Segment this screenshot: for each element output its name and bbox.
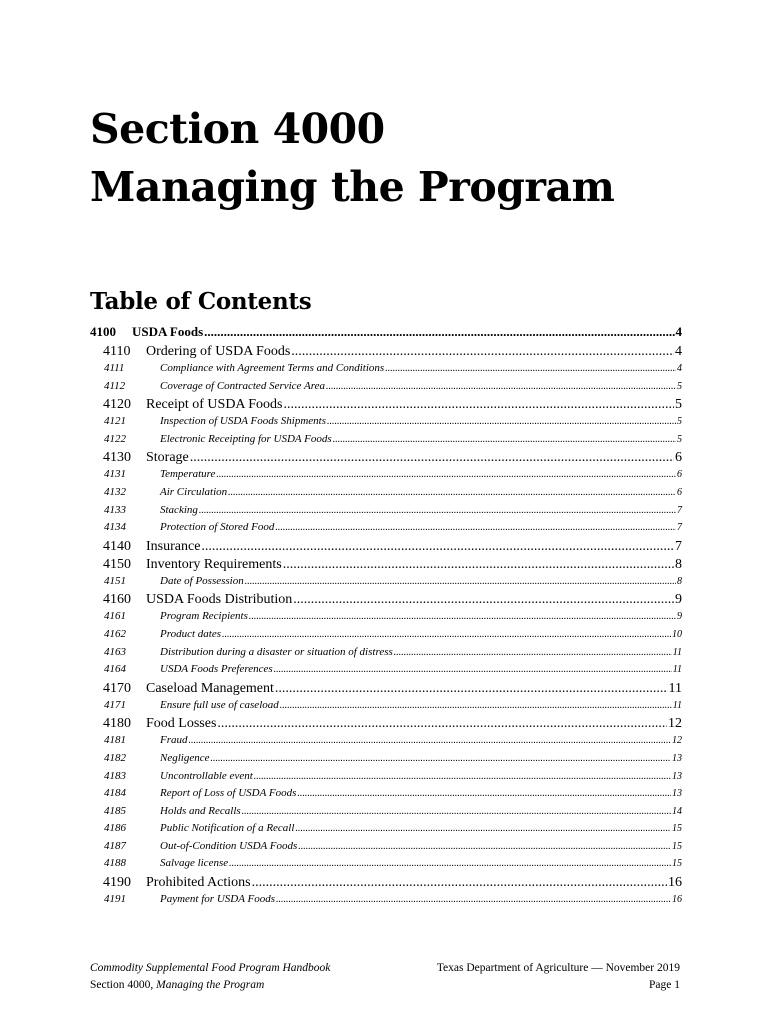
toc-dot-leader xyxy=(216,469,676,480)
toc-entry-label: USDA Foods Distribution xyxy=(146,592,293,608)
toc-dot-leader xyxy=(201,539,674,555)
toc-entry-number: 4151 xyxy=(104,574,126,587)
toc-entry-page: 5 xyxy=(675,397,682,413)
toc-entry-number: 4188 xyxy=(104,857,126,870)
toc-entry-number: 4100 xyxy=(90,324,116,339)
toc-entry-label: USDA Foods xyxy=(132,324,204,339)
toc-entry-number: 4163 xyxy=(104,645,126,658)
toc-entry-page: 5 xyxy=(677,416,682,428)
toc-entry-number: 4112 xyxy=(104,379,126,392)
toc-dot-leader xyxy=(229,858,671,869)
toc-entry-label: Negligence xyxy=(160,751,210,764)
toc-dot-leader xyxy=(222,629,671,640)
toc-entry-4188[interactable] xyxy=(90,857,682,875)
toc-dot-leader xyxy=(275,681,668,697)
toc-entry-number: 4185 xyxy=(104,804,126,817)
toc-entry-4170[interactable] xyxy=(90,681,682,699)
toc-entry-number: 4131 xyxy=(104,468,126,481)
toc-dot-leader xyxy=(298,841,671,852)
toc-entry-number: 4190 xyxy=(103,875,131,891)
toc-entry-page: 7 xyxy=(675,538,682,554)
toc-entry-page: 12 xyxy=(672,735,682,747)
toc-dot-leader xyxy=(210,753,671,764)
toc-entry-4131[interactable] xyxy=(90,468,682,486)
toc-entry-label: Program Recipients xyxy=(160,610,248,623)
toc-entry-4150[interactable] xyxy=(90,557,682,575)
toc-entry-page: 6 xyxy=(677,469,682,481)
toc-dot-leader xyxy=(295,823,671,834)
toc-entry-label: Uncontrollable event xyxy=(160,769,253,782)
toc-entry-label: Electronic Receipting for USDA Foods xyxy=(160,432,332,445)
toc-entry-number: 4182 xyxy=(104,751,126,764)
footer-right xyxy=(437,960,680,994)
toc-entry-label: USDA Foods Preferences xyxy=(160,663,273,676)
toc-entry-number: 4171 xyxy=(104,698,126,711)
toc-entry-label: Payment for USDA Foods xyxy=(160,893,275,906)
toc-entry-4180[interactable] xyxy=(90,716,682,734)
footer-handbook-title: Commodity Supplemental Food Program Handbook xyxy=(90,962,331,974)
toc-entry-4191[interactable] xyxy=(90,893,682,911)
toc-entry-4134[interactable] xyxy=(90,521,682,539)
toc-entry-page: 11 xyxy=(672,664,682,676)
toc-entry-label: Fraud xyxy=(160,734,188,747)
toc-entry-page: 13 xyxy=(672,788,682,800)
document-title xyxy=(90,100,614,216)
toc-entry-page: 9 xyxy=(677,611,682,623)
toc-entry-number: 4133 xyxy=(104,503,126,516)
toc-entry-page: 15 xyxy=(672,858,682,870)
toc-entry-4184[interactable] xyxy=(90,787,682,805)
toc-entry-4112[interactable] xyxy=(90,380,682,398)
toc-dot-leader xyxy=(254,771,671,782)
toc-dot-leader xyxy=(326,381,676,392)
toc-entry-label: Distribution during a disaster or situation of distress xyxy=(160,645,393,658)
toc-entry-label: Inspection of USDA Foods Shipments xyxy=(160,415,327,428)
toc-dot-leader xyxy=(283,557,674,573)
toc-entry-4121[interactable] xyxy=(90,415,682,433)
toc-entry-label: Salvage license xyxy=(160,857,229,870)
toc-dot-leader xyxy=(190,450,674,466)
toc-dot-leader xyxy=(280,700,672,711)
toc-entry-label: Coverage of Contracted Service Area xyxy=(160,379,325,392)
toc-entry-page: 16 xyxy=(668,875,682,891)
footer-agency-date: Texas Department of Agriculture — November 2019 xyxy=(436,962,680,974)
toc-entry-page: 7 xyxy=(677,504,682,516)
toc-entry-page: 7 xyxy=(677,522,682,534)
toc-dot-leader xyxy=(252,875,667,891)
toc-entry-label: Public Notification of a Recall xyxy=(160,822,295,835)
toc-entry-number: 4134 xyxy=(104,521,126,534)
toc-entry-4120[interactable] xyxy=(90,397,682,415)
footer-section-prefix: Section 4000, xyxy=(90,979,157,991)
toc-entry-label: Report of Loss of USDA Foods xyxy=(160,787,297,800)
toc-entry-number: 4132 xyxy=(104,485,126,498)
toc-entry-4151[interactable] xyxy=(90,575,682,593)
toc-entry-number: 4162 xyxy=(104,627,126,640)
toc-entry-number: 4121 xyxy=(104,415,126,428)
toc-entry-page: 5 xyxy=(677,433,682,445)
toc-entry-page: 5 xyxy=(677,380,682,392)
toc-entry-number: 4150 xyxy=(103,556,131,572)
toc-entry-4122[interactable] xyxy=(90,433,682,451)
toc-entry-page: 15 xyxy=(672,823,682,835)
toc-dot-leader xyxy=(217,716,667,732)
toc-entry-number: 4164 xyxy=(104,663,126,676)
toc-entry-page: 14 xyxy=(672,805,682,817)
toc-entry-label: Food Losses xyxy=(146,716,217,732)
toc-entry-4163[interactable] xyxy=(90,646,682,664)
footer-left xyxy=(90,960,330,994)
toc-entry-label: Protection of Stored Food xyxy=(160,521,275,534)
toc-entry-4140[interactable] xyxy=(90,539,682,557)
toc-entry-4186[interactable] xyxy=(90,822,682,840)
toc-entry-4164[interactable] xyxy=(90,663,682,681)
toc-entry-page: 12 xyxy=(668,716,682,732)
toc-entry-page: 8 xyxy=(675,556,682,572)
toc-entry-4187[interactable] xyxy=(90,840,682,858)
toc-entry-page: 6 xyxy=(675,450,682,466)
toc-entry-page: 4 xyxy=(675,324,682,339)
toc-entry-4183[interactable] xyxy=(90,770,682,788)
toc-dot-leader xyxy=(199,505,676,516)
toc-entry-number: 4122 xyxy=(104,432,126,445)
toc-entry-label: Ensure full use of caseload xyxy=(160,698,279,711)
toc-heading: Table of Contents xyxy=(90,288,312,315)
toc-entry-4110[interactable] xyxy=(90,344,682,362)
toc-entry-4160[interactable] xyxy=(90,592,682,610)
toc-entry-4132[interactable] xyxy=(90,486,682,504)
toc-entry-4133[interactable] xyxy=(90,504,682,522)
toc-dot-leader xyxy=(275,522,676,533)
toc-dot-leader xyxy=(249,611,676,622)
toc-entry-label: Temperature xyxy=(160,468,216,481)
toc-entry-number: 4184 xyxy=(104,787,126,800)
toc-dot-leader xyxy=(385,363,676,374)
toc-entry-page: 9 xyxy=(675,592,682,608)
toc-dot-leader xyxy=(293,592,674,608)
toc-entry-label: Storage xyxy=(146,450,189,466)
toc-entry-4130[interactable] xyxy=(90,450,682,468)
toc-entry-number: 4161 xyxy=(104,610,126,623)
toc-entry-label: Air Circulation xyxy=(160,485,228,498)
toc-entry-label: Date of Possession xyxy=(160,574,244,587)
title-line-1: Section 4000 xyxy=(90,105,385,153)
toc-entry-label: Out-of-Condition USDA Foods xyxy=(160,839,298,852)
toc-entry-page: 13 xyxy=(672,770,682,782)
toc-entry-label: Caseload Management xyxy=(146,680,274,696)
toc-entry-number: 4187 xyxy=(104,839,126,852)
toc-dot-leader xyxy=(291,344,674,360)
toc-entry-number: 4111 xyxy=(104,362,125,374)
toc-entry-number: 4180 xyxy=(103,716,131,732)
toc-dot-leader xyxy=(394,647,672,658)
toc-entry-page: 8 xyxy=(677,575,682,587)
toc-entry-number: 4181 xyxy=(104,734,126,747)
toc-entry-number: 4110 xyxy=(103,344,131,359)
toc-entry-label: Compliance with Agreement Terms and Conditions xyxy=(160,362,385,374)
toc-entry-page: 6 xyxy=(677,486,682,498)
toc-dot-leader xyxy=(297,788,671,799)
toc-entry-page: 15 xyxy=(672,840,682,852)
toc-dot-leader xyxy=(245,576,676,587)
toc-entry-page: 11 xyxy=(672,699,682,711)
toc-entry-page: 4 xyxy=(675,344,682,359)
toc-dot-leader xyxy=(284,397,675,413)
toc-entry-page: 16 xyxy=(672,894,682,906)
toc-entry-number: 4160 xyxy=(103,592,131,608)
toc-entry-number: 4120 xyxy=(103,397,131,413)
toc-entry-4185[interactable] xyxy=(90,805,682,823)
toc-dot-leader xyxy=(228,487,676,498)
toc-entry-number: 4140 xyxy=(103,538,131,554)
toc-entry-label: Receipt of USDA Foods xyxy=(146,397,283,413)
toc-entry-number: 4130 xyxy=(103,450,131,466)
toc-entry-number: 4170 xyxy=(103,680,131,696)
toc-entry-page: 11 xyxy=(672,646,682,658)
toc-dot-leader xyxy=(189,735,672,746)
footer-section-line xyxy=(90,977,330,994)
toc-entry-label: Stacking xyxy=(160,503,198,516)
toc-dot-leader xyxy=(242,806,671,817)
toc-entry-4181[interactable] xyxy=(90,734,682,752)
footer-page-number: Page 1 xyxy=(649,979,680,991)
toc-entry-page: 13 xyxy=(672,752,682,764)
toc-entry-4182[interactable] xyxy=(90,752,682,770)
toc-entry-number: 4191 xyxy=(104,893,126,906)
toc-entry-label: Prohibited Actions xyxy=(146,875,251,891)
toc-entry-label: Holds and Recalls xyxy=(160,804,241,817)
toc-dot-leader xyxy=(333,434,676,445)
toc-entry-4100[interactable] xyxy=(90,324,682,344)
toc-entry-label: Product dates xyxy=(160,627,221,640)
toc-entry-number: 4186 xyxy=(104,822,126,835)
toc-entry-label: Ordering of USDA Foods xyxy=(146,344,291,359)
toc-entry-page: 10 xyxy=(672,628,682,640)
toc-dot-leader xyxy=(276,894,671,905)
toc-dot-leader xyxy=(274,664,672,675)
toc-entry-label: Insurance xyxy=(146,538,201,554)
toc-dot-leader xyxy=(204,324,674,340)
toc-entry-4111[interactable] xyxy=(90,362,682,380)
toc-entry-4171[interactable] xyxy=(90,699,682,717)
table-of-contents xyxy=(90,324,682,911)
footer-section-title: Managing the Program xyxy=(156,979,265,991)
toc-dot-leader xyxy=(327,416,676,427)
toc-entry-4190[interactable] xyxy=(90,875,682,893)
toc-entry-page: 11 xyxy=(668,680,682,696)
toc-entry-number: 4183 xyxy=(104,769,126,782)
toc-entry-label: Inventory Requirements xyxy=(146,556,282,572)
title-line-2: Managing the Program xyxy=(90,163,615,211)
toc-entry-4162[interactable] xyxy=(90,628,682,646)
toc-entry-page: 4 xyxy=(677,363,682,374)
toc-entry-4161[interactable] xyxy=(90,610,682,628)
